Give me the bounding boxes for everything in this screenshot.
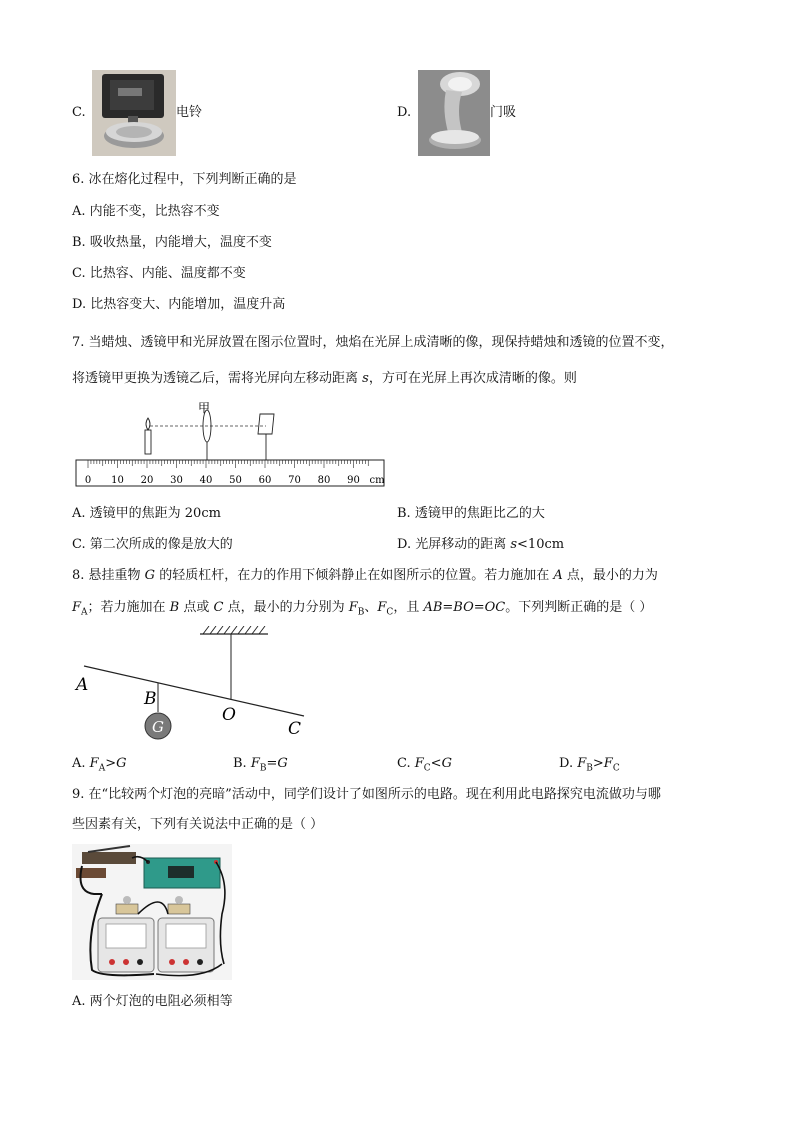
q8-option-a: A. $F_A>G$	[72, 756, 127, 774]
ruler-label: 80	[317, 475, 331, 486]
q6-option-c: C. 比热容、内能、温度都不变	[72, 266, 246, 281]
q6-stem: 6. 冰在熔化过程中，下列判断正确的是	[72, 172, 297, 187]
q5-option-c-letter: C.	[72, 105, 86, 120]
q6-option-b: B. 吸收热量，内能增大，温度不变	[72, 235, 272, 250]
ruler-unit: cm	[369, 475, 385, 486]
light-screen	[258, 414, 274, 434]
circuit-photo	[72, 844, 232, 980]
ruler-label: 40	[199, 475, 213, 486]
q7-stem-line2: 将透镜甲更换为透镜乙后，需将光屏向左移动距离 s，方可在光屏上再次成清晰的像。则	[72, 371, 577, 386]
point-a-label: A	[76, 675, 89, 695]
lever-rod	[84, 666, 304, 716]
q5-option-d-letter: D.	[397, 105, 412, 120]
ruler-label: 60	[258, 475, 272, 486]
candle-flame	[146, 418, 150, 430]
q7-option-d: D. 光屏移动的距离 s<10cm	[397, 537, 565, 552]
door-stopper-photo	[418, 70, 490, 156]
q8-option-c: C. $F_C<G$	[397, 756, 452, 774]
electric-bell-photo	[92, 70, 176, 156]
q9-stem-line1: 9. 在“比较两个灯泡的亮暗”活动中，同学们设计了如图所示的电路。现在利用此电路探究电流做功与哪	[72, 787, 661, 802]
ruler-label: 0	[84, 475, 92, 486]
q8-stem-line2: $F_A$；若力施加在 B 点或 C 点，最小的力分别为 $F_B$、$F_C$，且 AB=BO=OC。下列判断正确的是（ ）	[72, 600, 653, 618]
q8-option-d: D. $F_B>F_C$	[559, 756, 620, 774]
q9-option-a: A. 两个灯泡的电阻必须相等	[72, 994, 233, 1009]
ceiling-hatch	[203, 626, 265, 634]
candle-body	[145, 430, 151, 454]
q5-option-c-text: 电铃	[176, 105, 203, 120]
ruler-label: 70	[288, 475, 301, 486]
q8-stem-line1: 8. 悬挂重物 G 的轻质杠杆，在力的作用下倾斜静止在如图所示的位置。若力施加在 A 点，最小的力为	[72, 568, 658, 583]
point-b-label: B	[144, 689, 157, 709]
svg-text:G: G	[152, 718, 164, 736]
ruler-label: 10	[111, 475, 124, 486]
q5-option-d-text: 门吸	[490, 105, 517, 120]
q7-option-b: B. 透镜甲的焦距比乙的大	[397, 506, 545, 521]
q7-option-c: C. 第二次所成的像是放大的	[72, 537, 233, 552]
q7-stem-line1: 7. 当蜡烛、透镜甲和光屏放置在图示位置时，烛焰在光屏上成清晰的像，现保持蜡烛和透镜的位置不变，	[72, 335, 674, 350]
q8-option-b: B. $F_B=G$	[233, 756, 288, 774]
point-o-label: O	[222, 705, 236, 725]
ruler-label: 30	[170, 475, 183, 486]
lens-label: 甲	[198, 401, 211, 415]
q6-option-d: D. 比热容变大、内能增加，温度升高	[72, 297, 286, 312]
q7-option-a: A. 透镜甲的焦距为 20cm	[72, 506, 221, 521]
lever-figure	[72, 626, 312, 744]
ruler-label: 20	[140, 475, 154, 486]
q9-stem-line2: 些因素有关，下列有关说法中正确的是（ ）	[72, 817, 324, 832]
point-c-label: C	[288, 719, 302, 739]
q6-option-a: A. 内能不变，比热容不变	[72, 204, 220, 219]
ruler-label: 50	[229, 475, 242, 486]
ruler-label: 90	[347, 475, 360, 486]
optical-bench-figure	[74, 400, 390, 492]
